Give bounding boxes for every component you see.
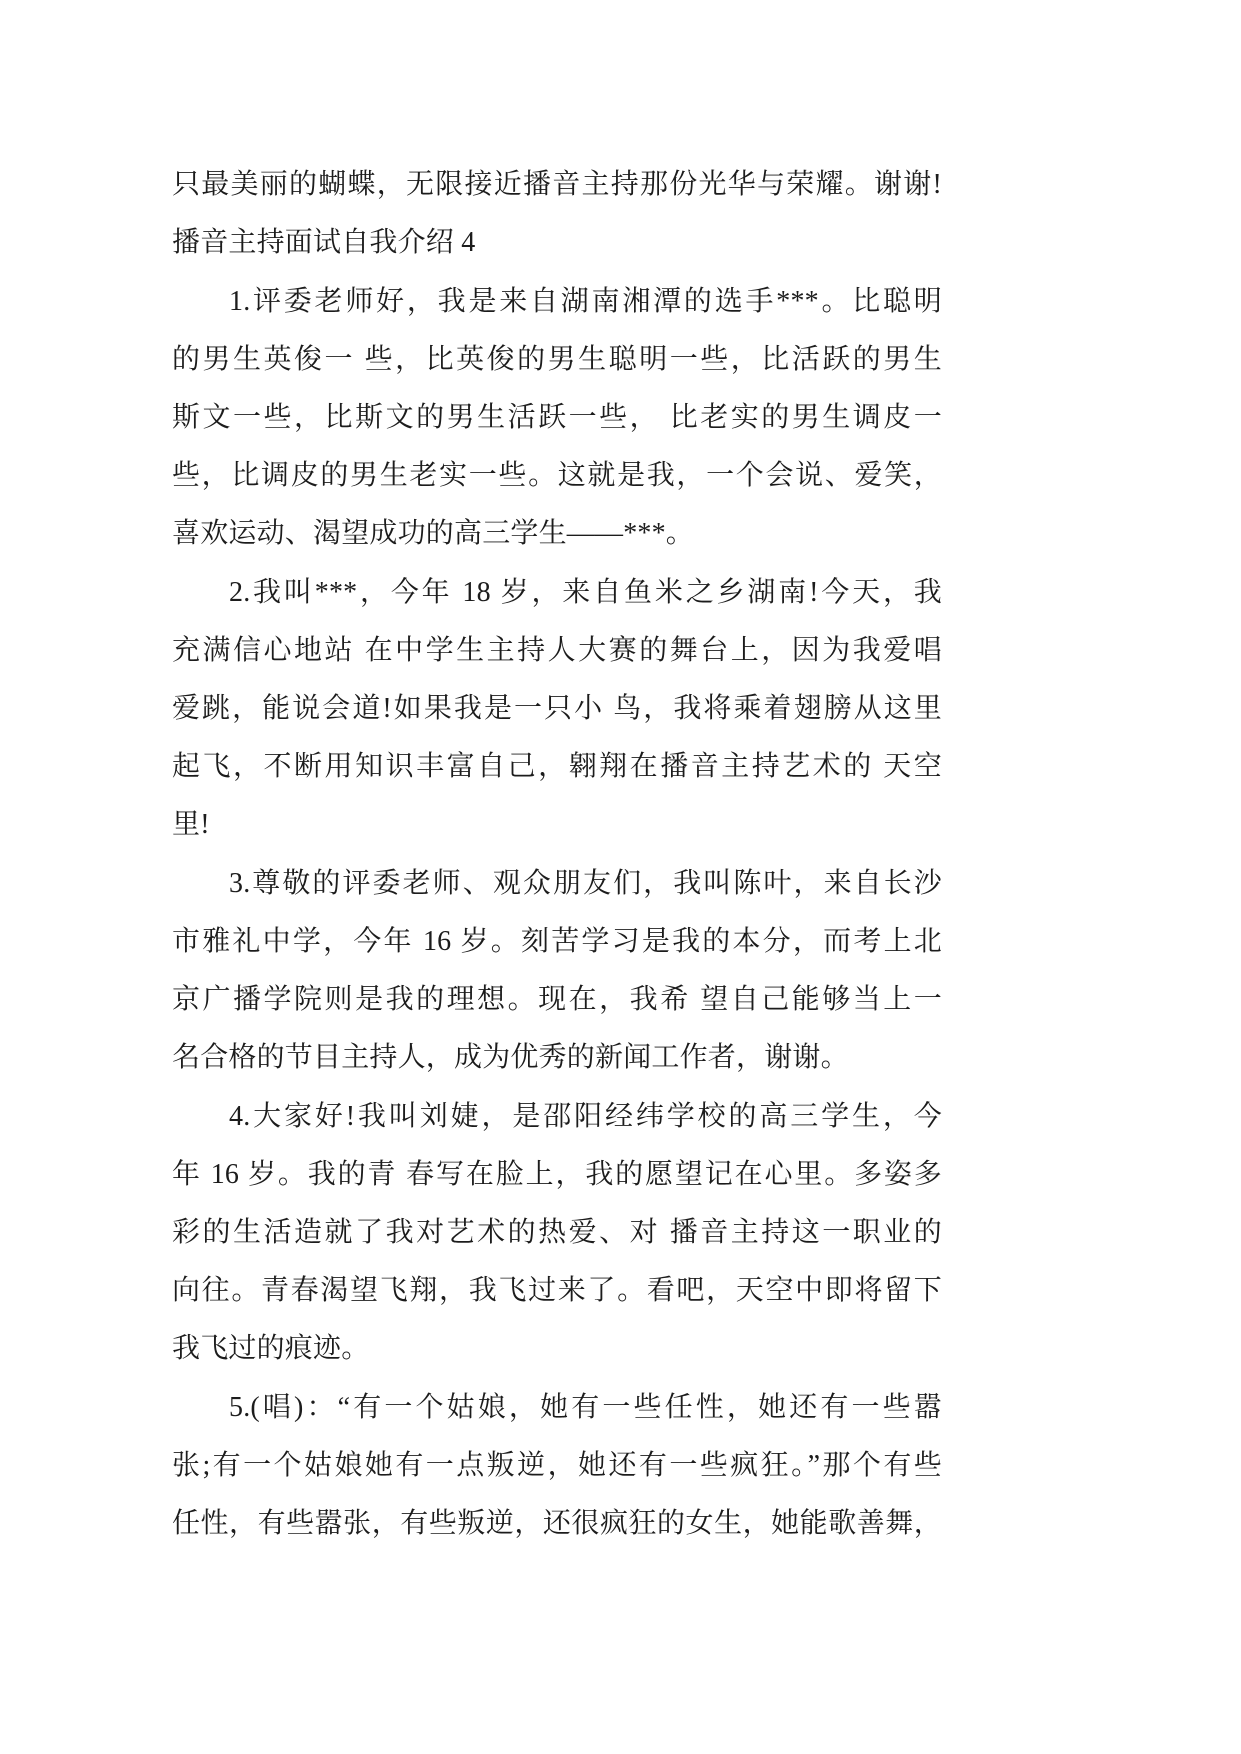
text-line: 5.(唱)：“有一个姑娘，她有一些任性，她还有一些嚣 xyxy=(229,1392,942,1423)
text-line: 京广播学院则是我的理想。现在，我希 望自己能够当上一 xyxy=(172,984,942,1015)
text-line: 名合格的节目主持人，成为优秀的新闻工作者，谢谢。 xyxy=(172,1042,849,1073)
paragraph-2 xyxy=(172,564,942,854)
text-line: 任性，有些嚣张，有些叛逆，还很疯狂的女生，她能歌善舞， xyxy=(172,1508,942,1539)
paragraph-1 xyxy=(172,273,942,563)
paragraph-3 xyxy=(172,855,942,1087)
text-line: 4.大家好!我叫刘婕，是邵阳经纬学校的高三学生，今 xyxy=(229,1101,942,1132)
text-line: 斯文一些，比斯文的男生活跃一些， 比老实的男生调皮一 xyxy=(172,402,942,433)
text-line: 年 16 岁。我的青 春写在脸上，我的愿望记在心里。多姿多 xyxy=(172,1159,942,1190)
text-line: 彩的生活造就了我对艺术的热爱、对 播音主持这一职业的 xyxy=(172,1217,942,1248)
document-body xyxy=(172,156,942,1553)
text-line: 3.尊敬的评委老师、观众朋友们，我叫陈叶，来自长沙 xyxy=(229,868,942,899)
section-heading: 播音主持面试自我介绍 4 xyxy=(172,227,476,258)
paragraph-5 xyxy=(172,1379,942,1553)
text-line: 起飞，不断用知识丰富自己，翱翔在播音主持艺术的 天空 xyxy=(172,751,942,782)
text-line: 张;有一个姑娘她有一点叛逆，她还有一些疯狂。”那个有些 xyxy=(172,1450,942,1481)
text-line: 些，比调皮的男生老实一些。这就是我，一个会说、爱笑， xyxy=(172,460,942,491)
text-line: 充满信心地站 在中学生主持人大赛的舞台上，因为我爱唱 xyxy=(172,635,942,666)
text-line: 2.我叫***，今年 18 岁，来自鱼米之乡湖南!今天，我 xyxy=(229,577,942,608)
text-line: 1.评委老师好，我是来自湖南湘潭的选手***。比聪明 xyxy=(229,286,942,317)
continuation-line: 只最美丽的蝴蝶，无限接近播音主持那份光华与荣耀。谢谢! xyxy=(172,169,942,200)
text-line: 里! xyxy=(172,809,210,840)
paragraph-4 xyxy=(172,1088,942,1378)
text-line: 喜欢运动、渴望成功的高三学生——***。 xyxy=(172,518,695,549)
text-line: 我飞过的痕迹。 xyxy=(172,1333,370,1364)
text-line: 市雅礼中学，今年 16 岁。刻苦学习是我的本分，而考上北 xyxy=(172,926,942,957)
text-line: 爱跳，能说会道!如果我是一只小 鸟，我将乘着翅膀从这里 xyxy=(172,693,942,724)
text-line: 的男生英俊一 些，比英俊的男生聪明一些，比活跃的男生 xyxy=(172,344,942,375)
text-line: 向往。青春渴望飞翔，我飞过来了。看吧，天空中即将留下 xyxy=(172,1275,942,1306)
